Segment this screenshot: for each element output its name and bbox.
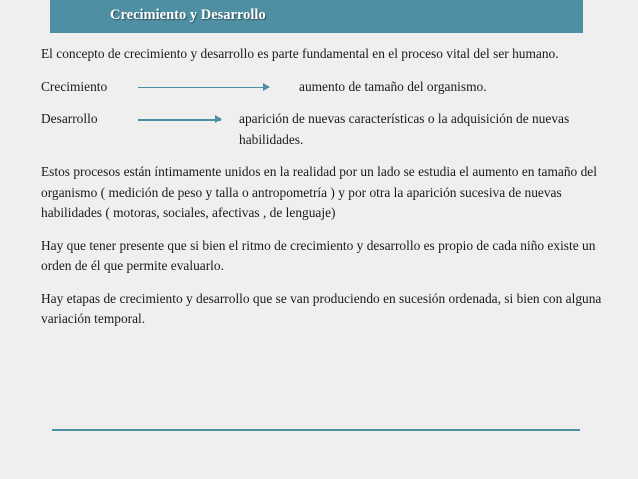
definition-row-desarrollo bbox=[41, 109, 611, 150]
slide-title: Crecimiento y Desarrollo bbox=[110, 7, 266, 23]
slide-content bbox=[41, 44, 611, 330]
body-paragraph: Estos procesos están íntimamente unidos en la realidad por un lado se estudia el aumento en tamaño del organismo ( medición de peso y talla o antropometría ) y por otra la aparición sucesiva de nuevas habilidades ( motoras, sociales, afectivas , de lenguaje) bbox=[41, 164, 597, 220]
definition-meaning: aparición de nuevas características o la adquisición de nuevas habilidades. bbox=[239, 111, 570, 147]
bottom-divider bbox=[52, 429, 580, 431]
definition-term: Desarrollo bbox=[41, 111, 98, 126]
body-paragraph: Hay etapas de crecimiento y desarrollo que se van produciendo en sucesión ordenada, si bien con alguna variación temporal. bbox=[41, 290, 602, 326]
intro-paragraph: El concepto de crecimiento y desarrollo es parte fundamental en el proceso vital del ser humano. bbox=[41, 46, 559, 61]
definition-term: Crecimiento bbox=[41, 78, 108, 94]
title-bar bbox=[50, 0, 583, 33]
definition-meaning: aumento de tamaño del organismo. bbox=[299, 78, 487, 94]
right-arrow-icon bbox=[138, 87, 269, 89]
right-arrow-icon bbox=[138, 119, 221, 121]
definition-row-crecimiento bbox=[41, 77, 611, 98]
body-paragraph: Hay que tener presente que si bien el ritmo de crecimiento y desarrollo es propio de cada niño existe un orden de él que permite evaluarlo. bbox=[41, 237, 596, 273]
